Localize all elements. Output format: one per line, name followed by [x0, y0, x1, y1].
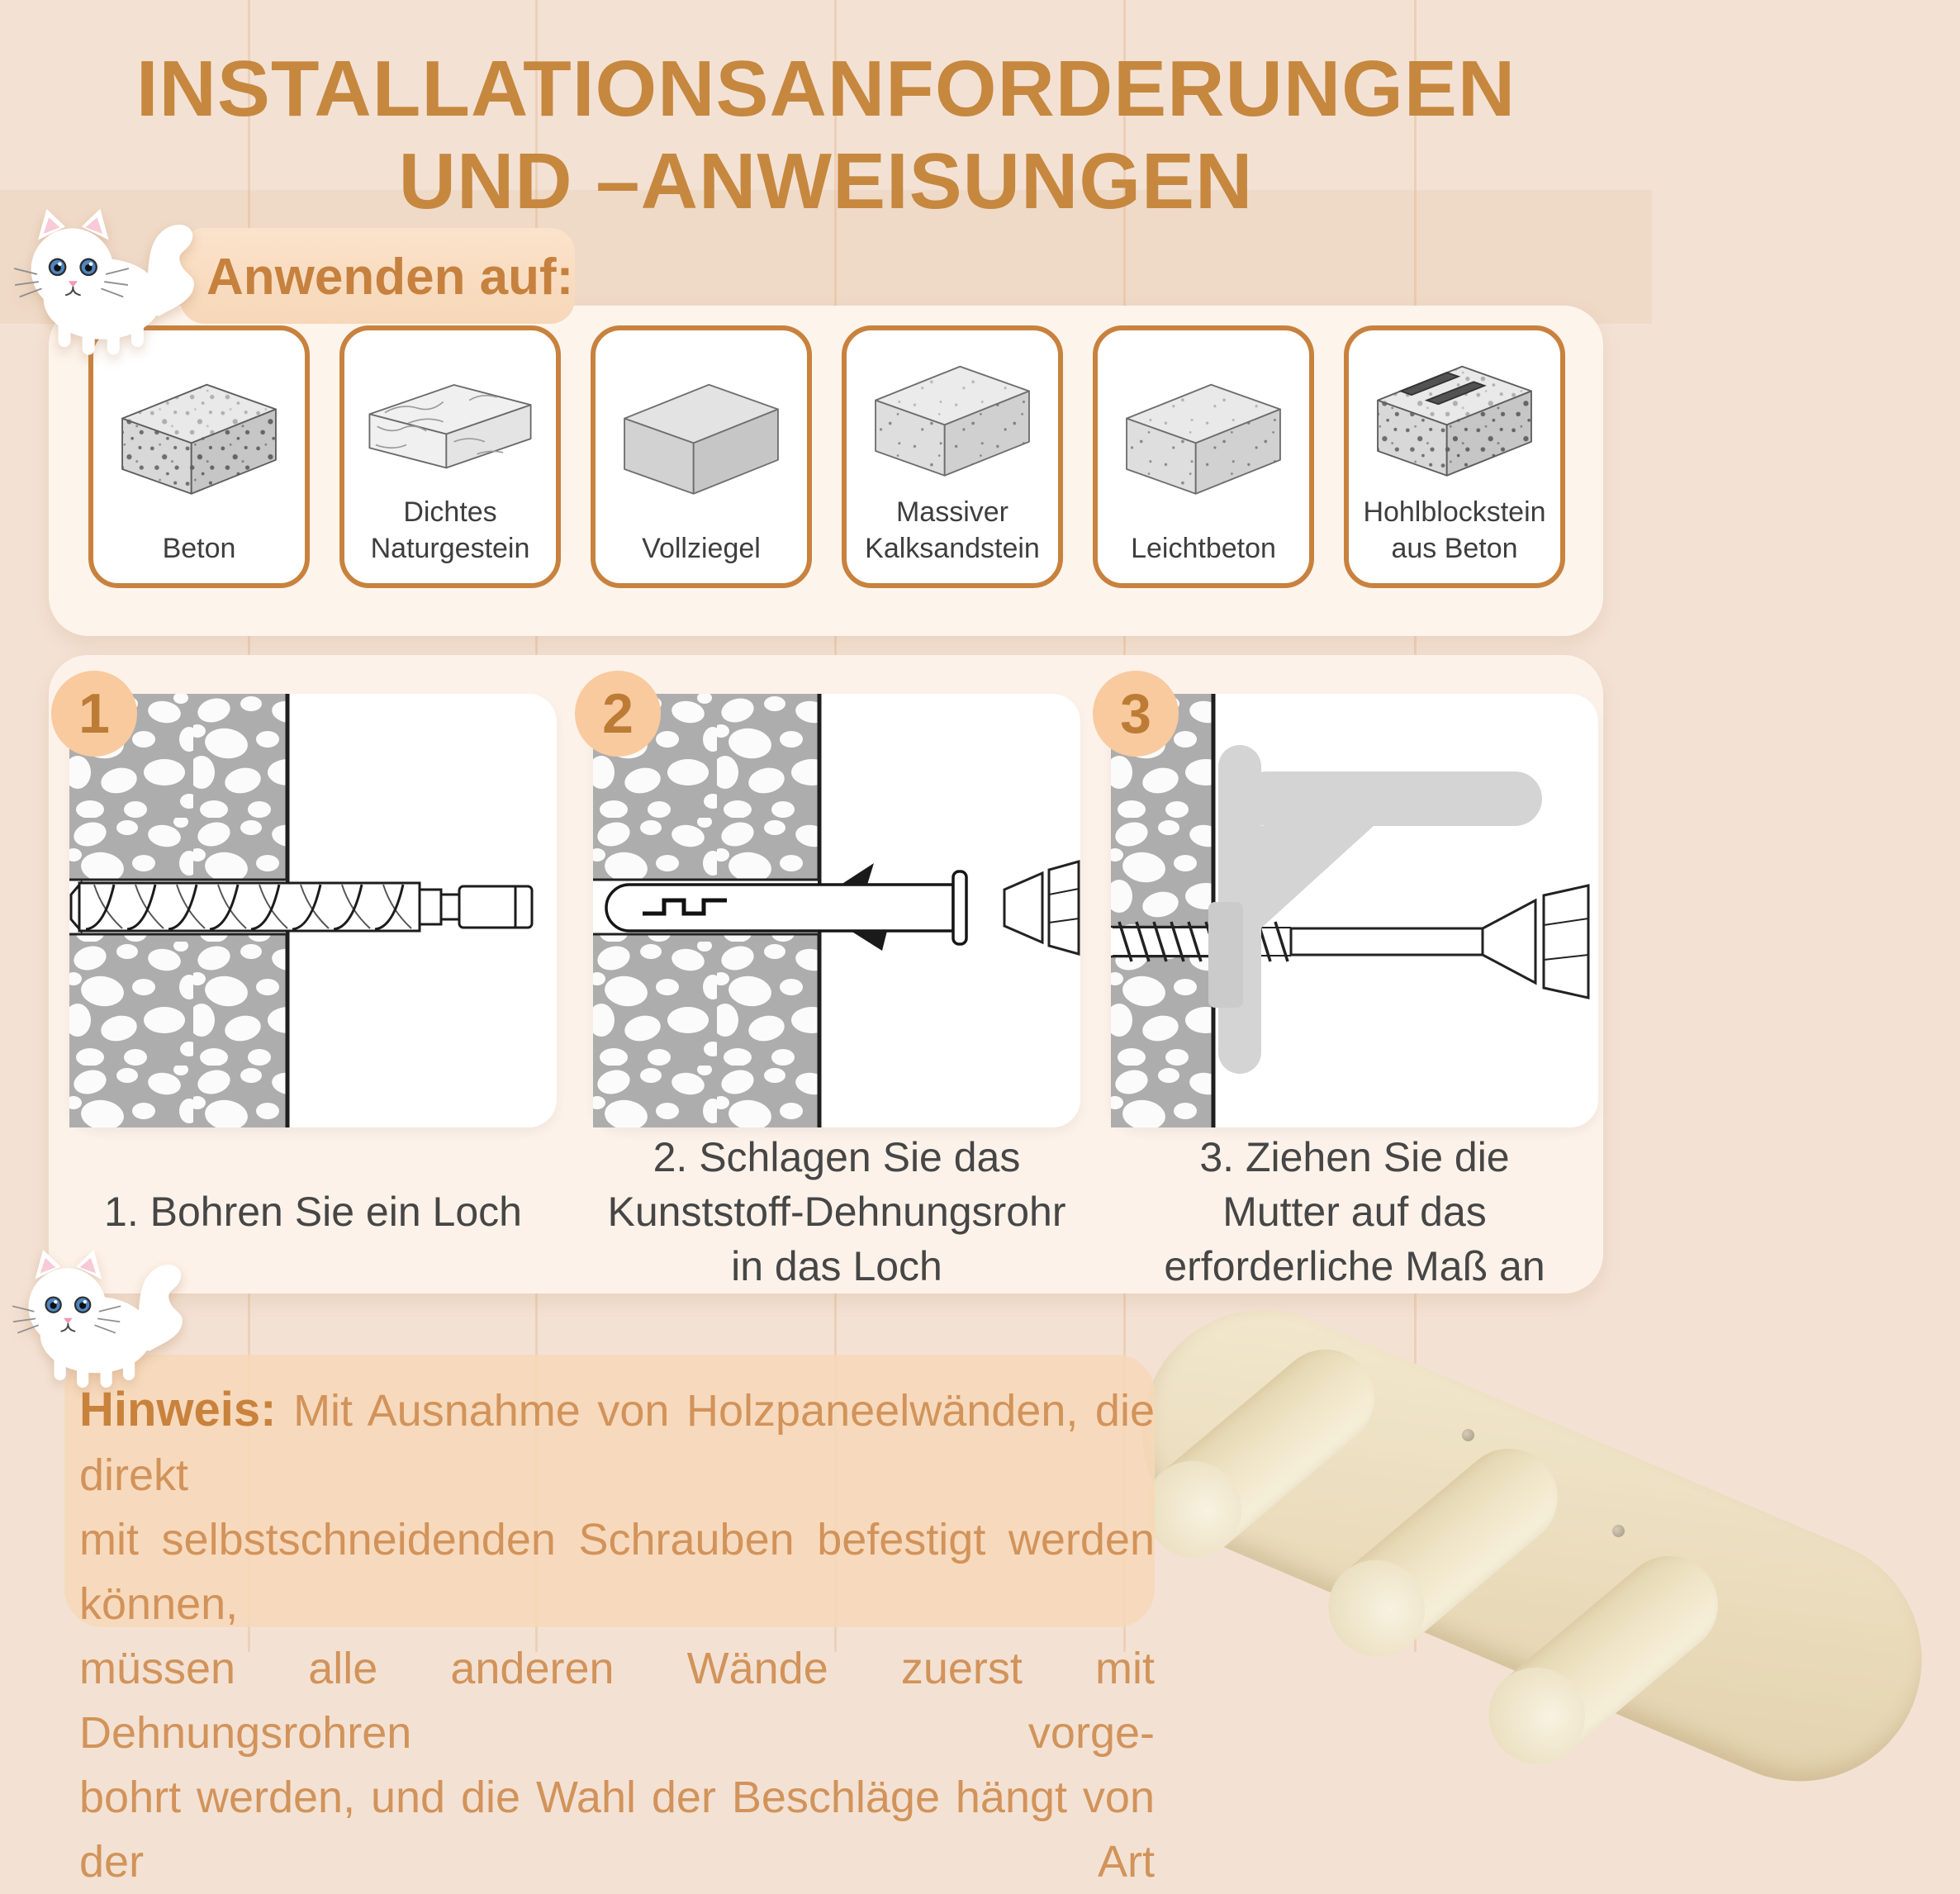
cat-icon [12, 1221, 195, 1398]
note-line: müssen alle anderen Wände zuerst mit Dehnungsrohren vorge- [79, 1644, 1155, 1758]
material-card-vollziegel [591, 325, 812, 588]
step3-illustration [1111, 694, 1598, 1127]
note-label: Hinweis: [79, 1383, 277, 1436]
lightweight-concrete-icon [1115, 330, 1292, 530]
page-title-line2: UND –ANWEISUNGEN [398, 137, 1254, 225]
step3-caption: 3. Ziehen Sie die Mutter auf das erforderliche Maß an [1164, 1134, 1545, 1289]
material-label: Massiver Kalksandstein [865, 496, 1040, 564]
materials-row [49, 306, 1603, 636]
steps-panel [49, 655, 1603, 1294]
material-label: Dichtes Naturgestein [370, 496, 530, 564]
material-card-leichtbeton [1093, 325, 1314, 588]
applies-heading: Anwenden auf: [206, 249, 574, 306]
step-number-badge: 1 [51, 671, 137, 757]
step1-illustration [69, 694, 557, 1127]
dense-natural-stone-icon [362, 330, 539, 494]
material-label: Beton [162, 533, 236, 564]
page-title-line1: INSTALLATIONSANFORDERUNGEN [135, 45, 1516, 133]
material-label: Hohlblockstein aus Beton [1363, 496, 1546, 564]
material-card-naturgestein [339, 325, 561, 588]
screw-bracket-icon [1111, 694, 1598, 1127]
cat-icon [13, 178, 207, 365]
sand-lime-brick-icon [864, 330, 1041, 494]
note-text [79, 1378, 1155, 1894]
material-label: Leichtbeton [1131, 533, 1276, 564]
note-line: Mit Ausnahme von Holzpaneelwänden, die direkt [79, 1386, 1155, 1500]
material-label: Vollziegel [642, 533, 761, 564]
note-line: bohrt werden, und die Wahl der Beschläge hängt von der Art [79, 1773, 1155, 1887]
screw-head-dot [1462, 1429, 1474, 1441]
page-title [0, 43, 1652, 228]
wall-anchor-icon [593, 694, 1080, 1127]
screw-head-dot [1612, 1525, 1625, 1537]
solid-brick-icon [613, 330, 790, 530]
step2-illustration [593, 694, 1080, 1127]
step1-caption: 1. Bohren Sie ein Loch [104, 1189, 522, 1235]
drill-in-wall-icon [69, 694, 557, 1127]
step-number-badge: 2 [575, 671, 661, 757]
note-line: mit selbstschneidenden Schrauben befestigt werden können, [79, 1515, 1155, 1629]
step-number-badge: 3 [1093, 671, 1179, 757]
hollow-concrete-block-icon [1366, 330, 1543, 494]
material-card-hohlblockstein [1344, 325, 1565, 588]
step2-caption: 2. Schlagen Sie das Kunststoff-Dehnungsrohr in das Loch [607, 1134, 1066, 1289]
material-card-kalksandstein [842, 325, 1063, 588]
